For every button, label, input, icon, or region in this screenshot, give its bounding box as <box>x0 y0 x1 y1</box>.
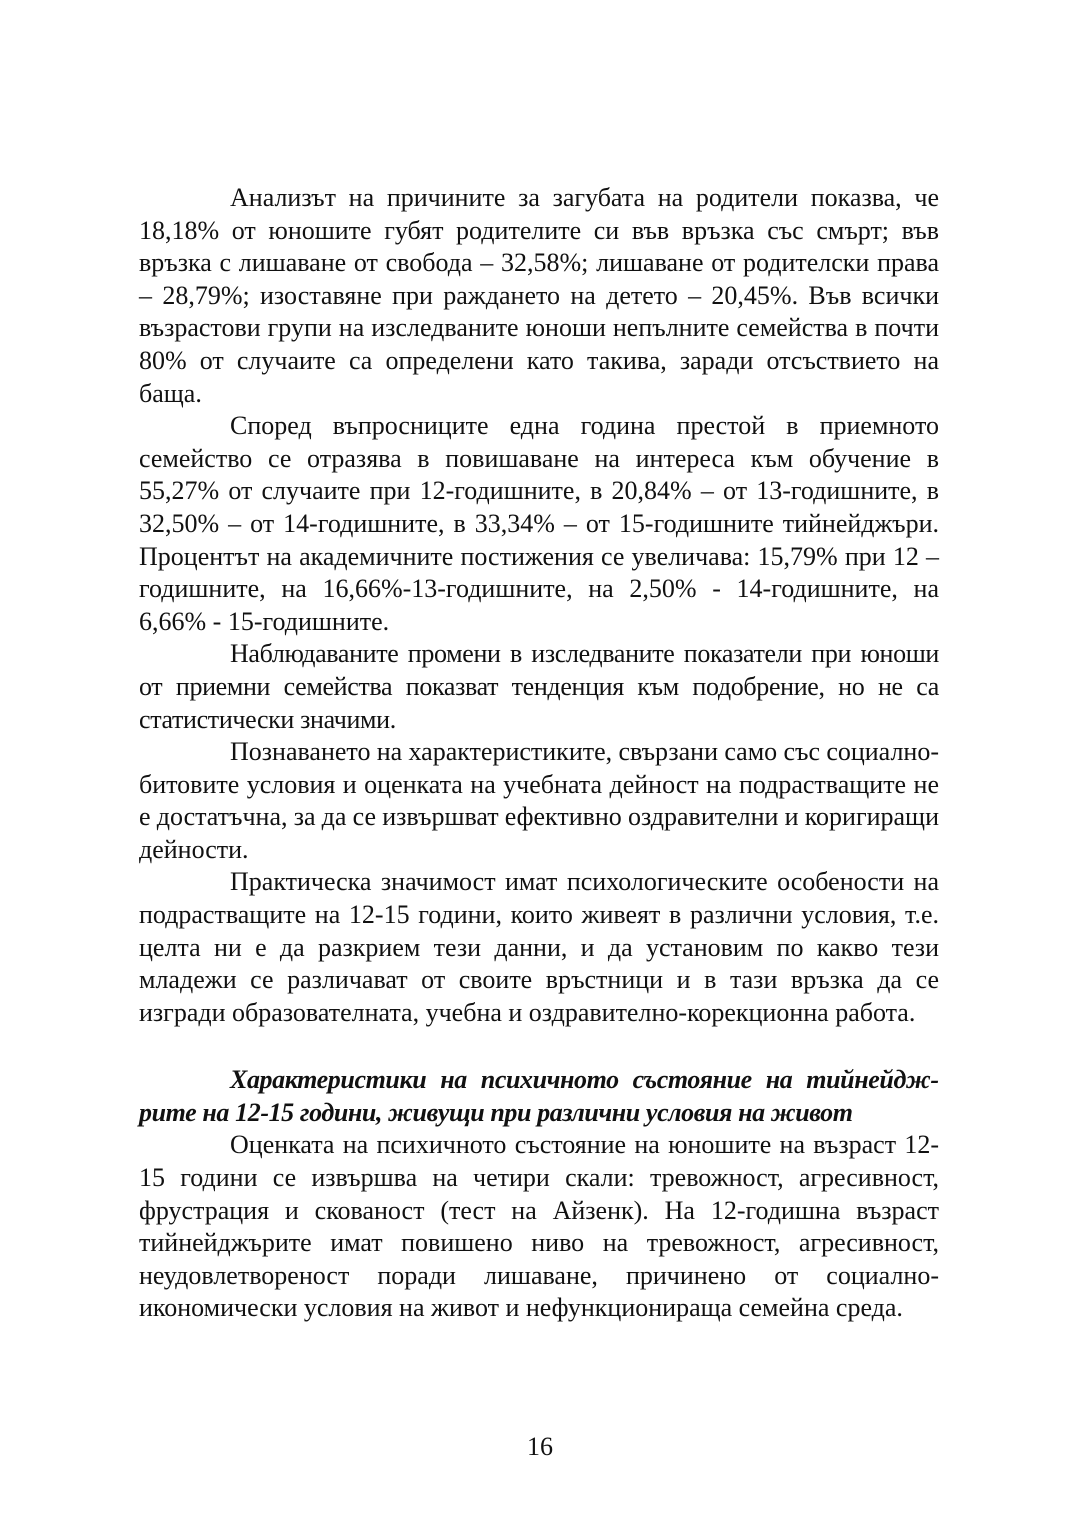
page-body <box>139 182 939 1482</box>
paragraph-parent-loss-analysis: Анализът на причините за загубата на родители показва, че 18,18% от юношите губят родителите си във връзка със смърт; във връзка с лишаване от свобода – 32,58%; лишаване от родителски права – 28,79%; изоставяне при раждането на детето – 20,45%. Във всички възрастови групи на изследваните юноши непълните семейства в почти 80% от случаите са определени като такива, заради отсъствието на баща. <box>139 183 939 408</box>
section-spacer <box>139 1029 939 1063</box>
paragraph-characteristics-knowledge: Познаването на характеристиките, свързани само със социално-битовите условия и оценката на учебната дейност на подрастващите не е достатъчна, за да се извършват ефективно оздравителни и коригиращи дейности. <box>139 737 939 864</box>
page-number: 16 <box>527 1432 553 1461</box>
section-heading: Характеристики на психичното състояние на тийнейджрите на 12-15 години, живущи при различни условия на живот <box>139 1065 939 1128</box>
paragraph-observed-changes: Наблюдаваните промени в изследваните показатели при юноши от приемни семейства показват тенденция към подобрение, но не са статистически значими. <box>139 639 939 734</box>
paragraph-mental-state-assessment: Оценката на психичното състояние на юношите на възраст 12-15 години се извършва на четири скали: тревожност, агресивност, фрустрация и скованост (тест на Айзенк). На 12-годишна възраст тийнейджърите имат повишено ниво на тревожност, агресивност, неудовлетвореност поради лишаване, причинено от социално-икономически условия на живот и нефункционираща семейна среда. <box>139 1130 939 1323</box>
paragraph-practical-significance: Практическа значимост имат психологическите особености на подрастващите на 12-15 години, които живеят в различни условия, т.е. целта ни е да разкрием тези данни, и да установим по какво тези младежи се различават от своите връстници и в тази връзка да се изгради образователната, учебна и оздравително-корекционна работа. <box>139 867 939 1027</box>
paragraph-questionnaire-results: Според въпросниците една година престой в приемното семейство се отразява в повишаване на интереса към обучение в 55,27% от случаите при 12-годишните, в 20,84% – от 13-годишните, в 32,50% – от 14-годишните, в 33,34% – от 15-годишните тийнейджъри. Процентът на академичните постижения се увеличава: 15,79% при 12 – годишните, на 16,66%-13-годишните, на 2,50% - 14-годишните, на 6,66% - 15-годишните. <box>139 411 939 636</box>
